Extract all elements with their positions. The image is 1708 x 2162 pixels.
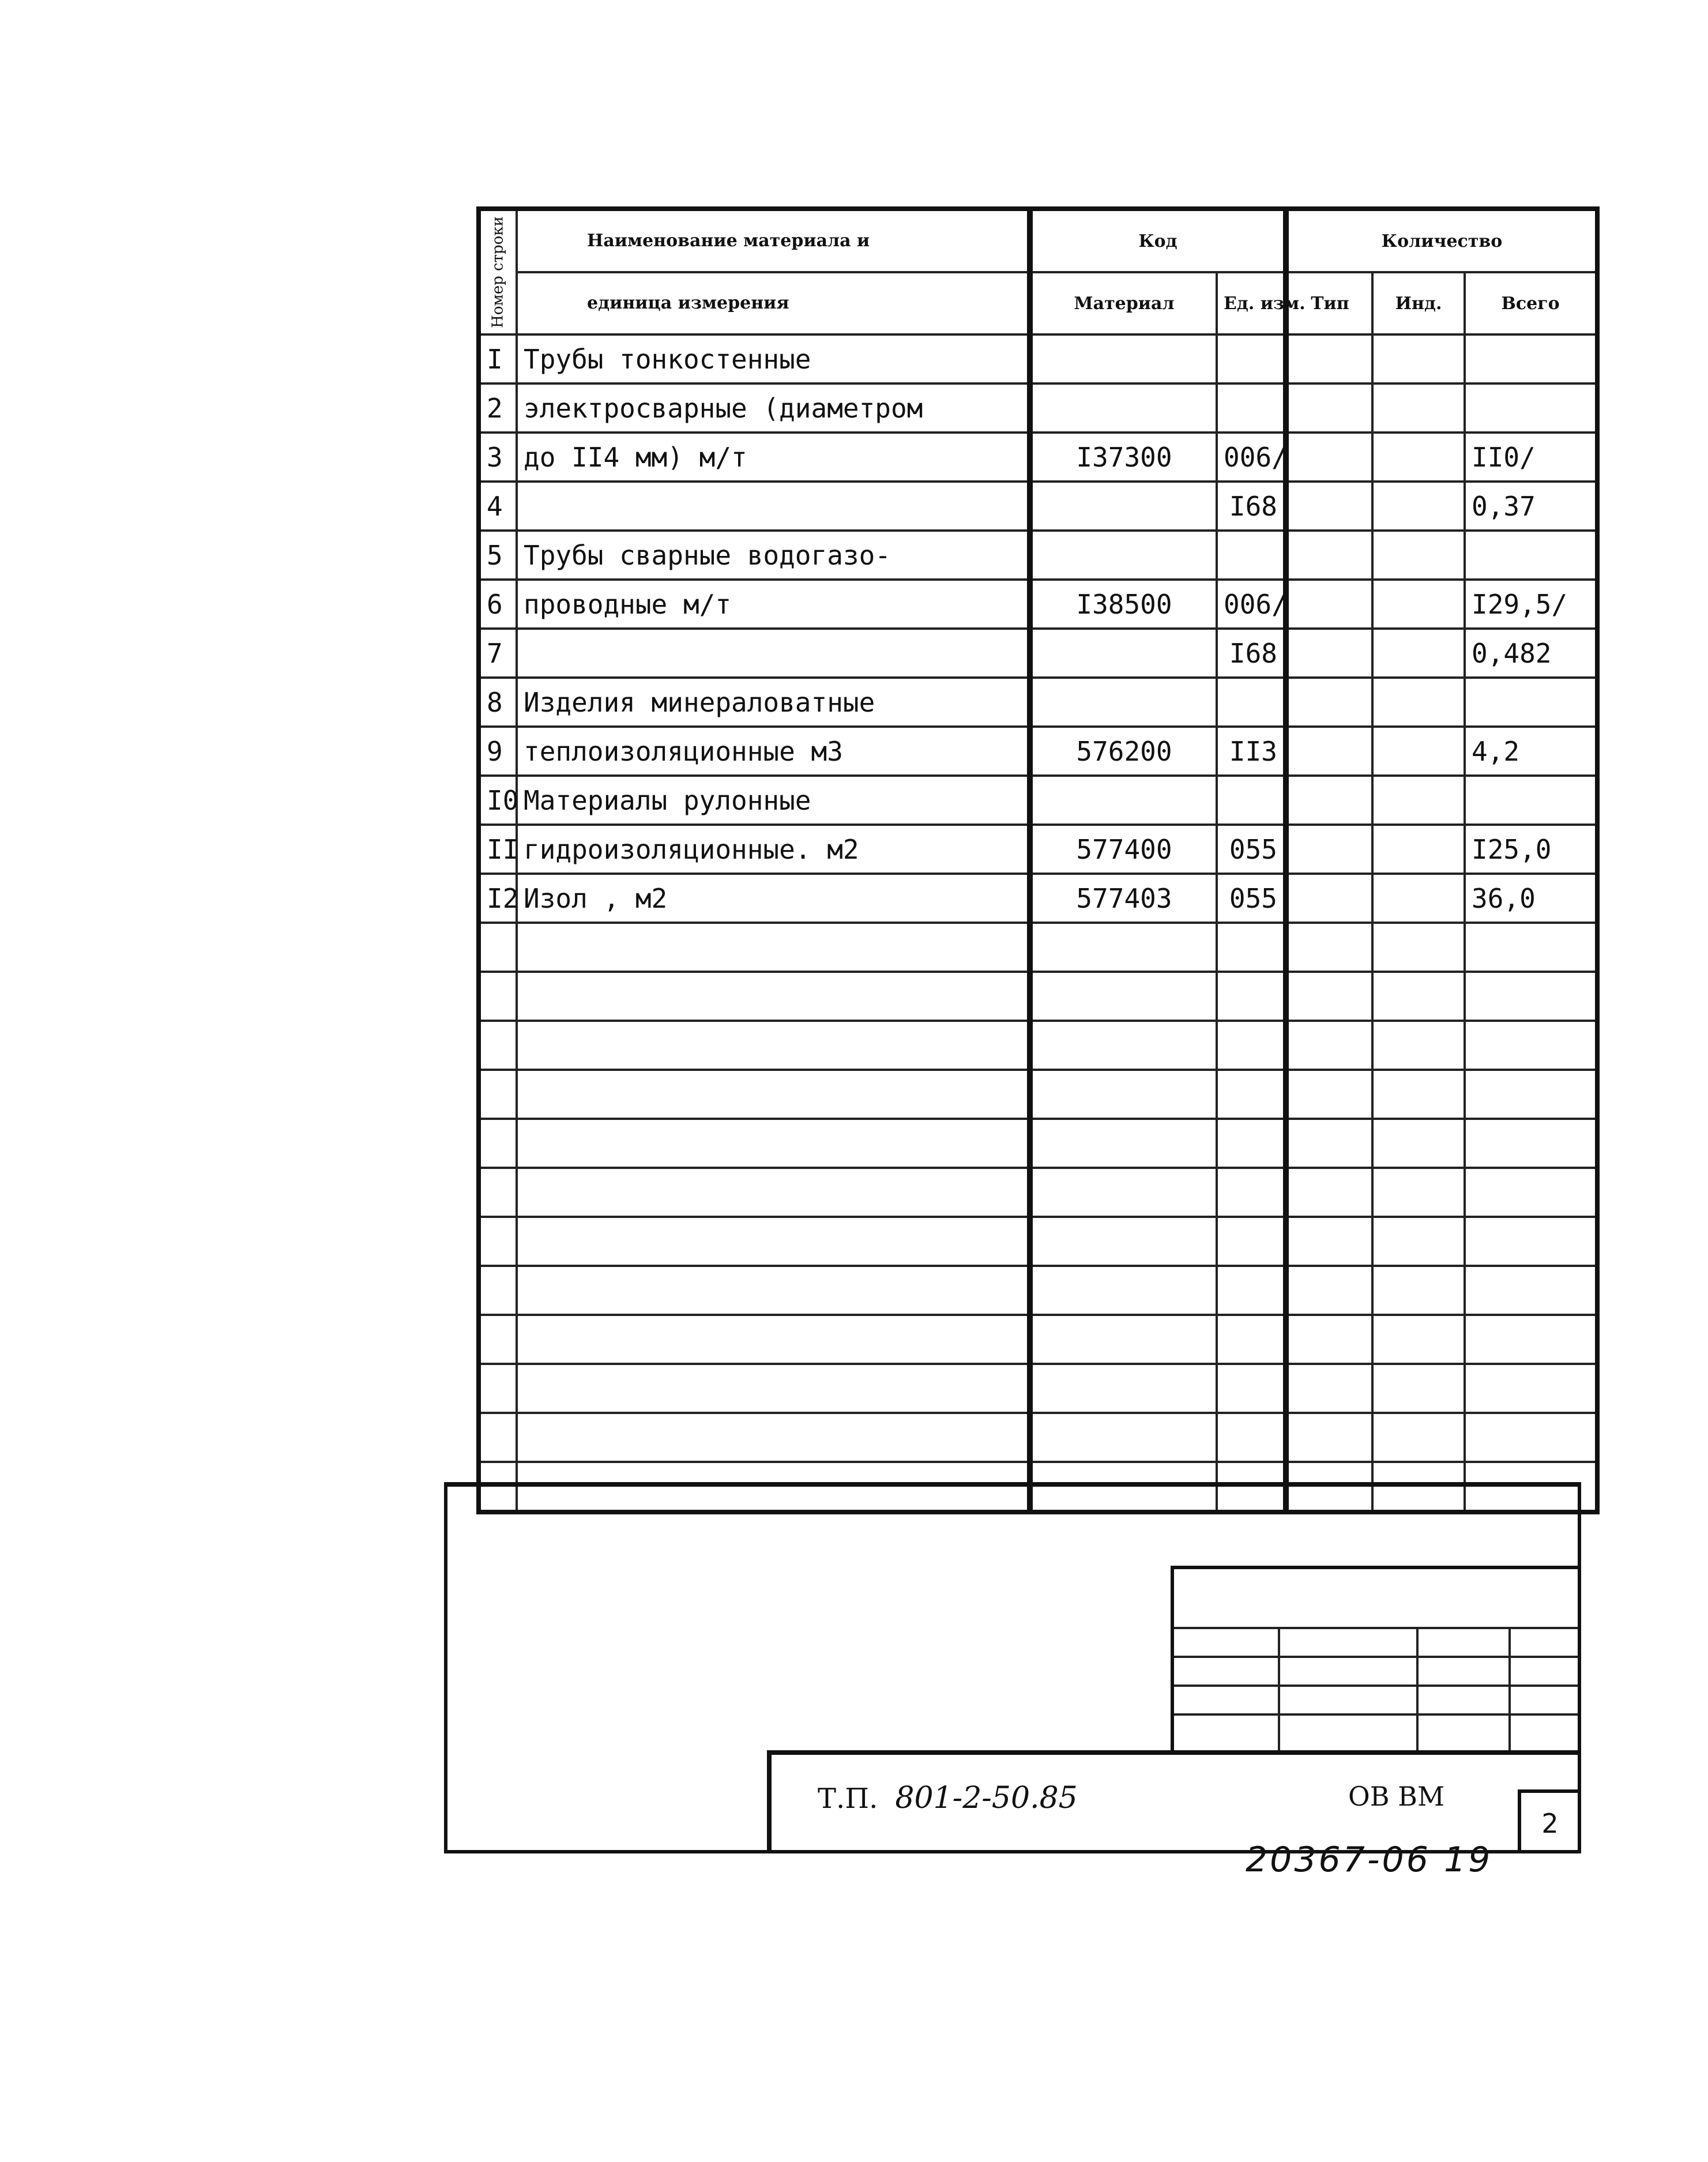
table-row xyxy=(479,482,1597,531)
empty-cell xyxy=(1372,1364,1465,1413)
empty-cell xyxy=(1286,1364,1372,1413)
empty-cell xyxy=(479,923,517,972)
empty-cell xyxy=(1217,1168,1286,1217)
empty-cell xyxy=(1286,1315,1372,1364)
table-row xyxy=(479,531,1597,580)
empty-cell xyxy=(1465,1217,1597,1266)
empty-cell xyxy=(1372,923,1465,972)
empty-cell xyxy=(1030,1021,1217,1070)
empty-cell xyxy=(1372,1021,1465,1070)
material-code: 577403 xyxy=(1030,874,1217,923)
row-number: 6 xyxy=(479,580,517,629)
empty-cell xyxy=(1372,1119,1465,1168)
empty-cell xyxy=(1465,1315,1597,1364)
empty-row xyxy=(479,1315,1597,1364)
unit-code xyxy=(1217,334,1286,383)
material-name: Трубы сварные водогазо- xyxy=(517,531,1030,580)
empty-row xyxy=(479,1413,1597,1462)
empty-cell xyxy=(517,1364,1030,1413)
qty-tip xyxy=(1286,874,1372,923)
header-tip: Тип xyxy=(1286,272,1372,334)
empty-cell xyxy=(1217,1119,1286,1168)
table-row xyxy=(479,727,1597,776)
empty-cell xyxy=(1372,1413,1465,1462)
document-code-frame xyxy=(767,1750,1579,1850)
header-row-number xyxy=(479,209,517,334)
empty-cell xyxy=(1217,1413,1286,1462)
unit-code: I68 xyxy=(1217,482,1286,531)
empty-cell xyxy=(1030,1217,1217,1266)
empty-cell xyxy=(1286,1070,1372,1119)
unit-code: II3 xyxy=(1217,727,1286,776)
empty-row xyxy=(479,1119,1597,1168)
row-number: I xyxy=(479,334,517,383)
empty-cell xyxy=(517,1266,1030,1315)
table-row xyxy=(479,629,1597,678)
empty-cell xyxy=(1286,1119,1372,1168)
qty-total: 0,482 xyxy=(1465,629,1597,678)
table-row xyxy=(479,678,1597,727)
empty-cell xyxy=(517,1119,1030,1168)
qty-ind xyxy=(1372,874,1465,923)
stamp-grid xyxy=(1171,1566,1578,1754)
document-code xyxy=(818,1781,1078,1815)
header-total: Всего xyxy=(1465,272,1597,334)
empty-cell xyxy=(1465,1364,1597,1413)
material-name: теплоизоляционные м3 xyxy=(517,727,1030,776)
empty-row xyxy=(479,1168,1597,1217)
qty-total: 4,2 xyxy=(1465,727,1597,776)
qty-tip xyxy=(1286,482,1372,531)
empty-cell xyxy=(1286,972,1372,1021)
empty-cell xyxy=(1372,1217,1465,1266)
empty-cell xyxy=(1030,1119,1217,1168)
empty-row xyxy=(479,923,1597,972)
empty-cell xyxy=(1372,1266,1465,1315)
qty-ind xyxy=(1372,383,1465,433)
material-code xyxy=(1030,334,1217,383)
empty-cell xyxy=(1465,1266,1597,1315)
unit-code: I68 xyxy=(1217,629,1286,678)
qty-tip xyxy=(1286,383,1372,433)
empty-cell xyxy=(1030,1315,1217,1364)
empty-cell xyxy=(517,1070,1030,1119)
table-row xyxy=(479,874,1597,923)
material-code: 576200 xyxy=(1030,727,1217,776)
qty-total xyxy=(1465,776,1597,825)
empty-cell xyxy=(1217,1217,1286,1266)
qty-total xyxy=(1465,383,1597,433)
empty-cell xyxy=(1030,1070,1217,1119)
empty-cell xyxy=(1286,1413,1372,1462)
empty-cell xyxy=(1286,1217,1372,1266)
qty-ind xyxy=(1372,825,1465,874)
materials-table xyxy=(476,206,1600,1514)
empty-cell xyxy=(479,1217,517,1266)
empty-row xyxy=(479,1070,1597,1119)
qty-total: 0,37 xyxy=(1465,482,1597,531)
empty-cell xyxy=(1217,972,1286,1021)
doc-prefix: Т.П. xyxy=(818,1783,878,1815)
unit-code xyxy=(1217,678,1286,727)
unit-code: 006/ xyxy=(1217,580,1286,629)
empty-cell xyxy=(517,972,1030,1021)
empty-cell xyxy=(1217,1266,1286,1315)
unit-code: 055 xyxy=(1217,825,1286,874)
qty-tip xyxy=(1286,776,1372,825)
table-row xyxy=(479,383,1597,433)
qty-ind xyxy=(1372,334,1465,383)
material-name: электросварные (диаметром xyxy=(517,383,1030,433)
empty-cell xyxy=(479,1315,517,1364)
material-code xyxy=(1030,531,1217,580)
qty-tip xyxy=(1286,433,1372,482)
qty-tip xyxy=(1286,825,1372,874)
material-name: Трубы тонкостенные xyxy=(517,334,1030,383)
row-number: 8 xyxy=(479,678,517,727)
qty-ind xyxy=(1372,482,1465,531)
qty-total xyxy=(1465,334,1597,383)
material-code xyxy=(1030,482,1217,531)
material-name: Изделия минераловатные xyxy=(517,678,1030,727)
empty-row xyxy=(479,972,1597,1021)
empty-row xyxy=(479,1021,1597,1070)
empty-cell xyxy=(1030,1168,1217,1217)
material-code: 577400 xyxy=(1030,825,1217,874)
qty-tip xyxy=(1286,629,1372,678)
archive-number: 20367-06 19 xyxy=(1246,1840,1493,1880)
empty-cell xyxy=(1465,972,1597,1021)
empty-cell xyxy=(479,972,517,1021)
empty-cell xyxy=(1030,1364,1217,1413)
empty-cell xyxy=(1372,1070,1465,1119)
table-row xyxy=(479,433,1597,482)
row-number: 2 xyxy=(479,383,517,433)
material-name: до II4 мм) м/т xyxy=(517,433,1030,482)
page-number: 2 xyxy=(1518,1789,1579,1853)
empty-cell xyxy=(1465,923,1597,972)
unit-code xyxy=(1217,531,1286,580)
material-name: Изол , м2 xyxy=(517,874,1030,923)
empty-cell xyxy=(479,1021,517,1070)
material-name xyxy=(517,629,1030,678)
empty-cell xyxy=(1217,1021,1286,1070)
material-code xyxy=(1030,383,1217,433)
qty-ind xyxy=(1372,629,1465,678)
empty-cell xyxy=(1217,1364,1286,1413)
header-material: Материал xyxy=(1030,272,1217,334)
empty-cell xyxy=(1465,1168,1597,1217)
empty-cell xyxy=(1030,1413,1217,1462)
qty-total xyxy=(1465,678,1597,727)
row-number: II xyxy=(479,825,517,874)
material-name xyxy=(517,482,1030,531)
empty-cell xyxy=(1465,1070,1597,1119)
table-row xyxy=(479,580,1597,629)
header-name: Наименование материала и xyxy=(517,209,1030,272)
table-row xyxy=(479,334,1597,383)
empty-cell xyxy=(1030,923,1217,972)
empty-cell xyxy=(479,1266,517,1315)
empty-cell xyxy=(1286,1168,1372,1217)
material-code xyxy=(1030,776,1217,825)
qty-total: II0/ xyxy=(1465,433,1597,482)
qty-tip xyxy=(1286,531,1372,580)
header-unit: Ед. изм. xyxy=(1217,272,1286,334)
empty-cell xyxy=(1286,1266,1372,1315)
material-code: I38500 xyxy=(1030,580,1217,629)
qty-total xyxy=(1465,531,1597,580)
table-row xyxy=(479,776,1597,825)
empty-cell xyxy=(479,1413,517,1462)
empty-cell xyxy=(479,1168,517,1217)
material-code xyxy=(1030,678,1217,727)
empty-cell xyxy=(1465,1021,1597,1070)
empty-cell xyxy=(1030,1266,1217,1315)
header-quantity-group: Количество xyxy=(1286,209,1597,272)
material-name: проводные м/т xyxy=(517,580,1030,629)
empty-cell xyxy=(517,1217,1030,1266)
qty-tip xyxy=(1286,727,1372,776)
material-name: Материалы рулонные xyxy=(517,776,1030,825)
qty-tip xyxy=(1286,334,1372,383)
empty-cell xyxy=(479,1364,517,1413)
empty-cell xyxy=(1217,923,1286,972)
empty-cell xyxy=(479,1119,517,1168)
qty-ind xyxy=(1372,727,1465,776)
empty-cell xyxy=(1372,1168,1465,1217)
doc-number: 801-2-50.85 xyxy=(895,1781,1078,1815)
material-name: гидроизоляционные. м2 xyxy=(517,825,1030,874)
qty-total: I25,0 xyxy=(1465,825,1597,874)
empty-cell xyxy=(517,1021,1030,1070)
row-number: I0 xyxy=(479,776,517,825)
header-row-number-label: Номер строки xyxy=(489,216,507,328)
empty-row xyxy=(479,1364,1597,1413)
empty-cell xyxy=(1286,1021,1372,1070)
qty-ind xyxy=(1372,433,1465,482)
header-ind: Инд. xyxy=(1372,272,1465,334)
empty-cell xyxy=(479,1070,517,1119)
row-number: I2 xyxy=(479,874,517,923)
row-number: 5 xyxy=(479,531,517,580)
qty-ind xyxy=(1372,776,1465,825)
header-code-group: Код xyxy=(1030,209,1286,272)
unit-code xyxy=(1217,776,1286,825)
unit-code: 055 xyxy=(1217,874,1286,923)
empty-cell xyxy=(1030,972,1217,1021)
row-number: 7 xyxy=(479,629,517,678)
qty-tip xyxy=(1286,580,1372,629)
empty-cell xyxy=(1465,1413,1597,1462)
empty-row xyxy=(479,1266,1597,1315)
table-row xyxy=(479,825,1597,874)
empty-cell xyxy=(1372,972,1465,1021)
qty-tip xyxy=(1286,678,1372,727)
empty-cell xyxy=(1465,1119,1597,1168)
unit-code xyxy=(1217,383,1286,433)
empty-row xyxy=(479,1217,1597,1266)
row-number: 9 xyxy=(479,727,517,776)
header-unit-of-measure: единица измерения xyxy=(517,272,1030,334)
material-code xyxy=(1030,629,1217,678)
empty-cell xyxy=(1286,923,1372,972)
row-number: 4 xyxy=(479,482,517,531)
qty-total: 36,0 xyxy=(1465,874,1597,923)
empty-cell xyxy=(517,1315,1030,1364)
unit-code: 006/ xyxy=(1217,433,1286,482)
qty-ind xyxy=(1372,678,1465,727)
empty-cell xyxy=(517,1168,1030,1217)
empty-cell xyxy=(517,1413,1030,1462)
qty-ind xyxy=(1372,580,1465,629)
sheet-label: ОВ ВМ xyxy=(1348,1781,1445,1812)
qty-total: I29,5/ xyxy=(1465,580,1597,629)
materials-table-body xyxy=(479,334,1597,1512)
empty-cell xyxy=(1217,1070,1286,1119)
row-number: 3 xyxy=(479,433,517,482)
material-code: I37300 xyxy=(1030,433,1217,482)
qty-ind xyxy=(1372,531,1465,580)
empty-cell xyxy=(1217,1315,1286,1364)
empty-cell xyxy=(1372,1315,1465,1364)
empty-cell xyxy=(517,923,1030,972)
